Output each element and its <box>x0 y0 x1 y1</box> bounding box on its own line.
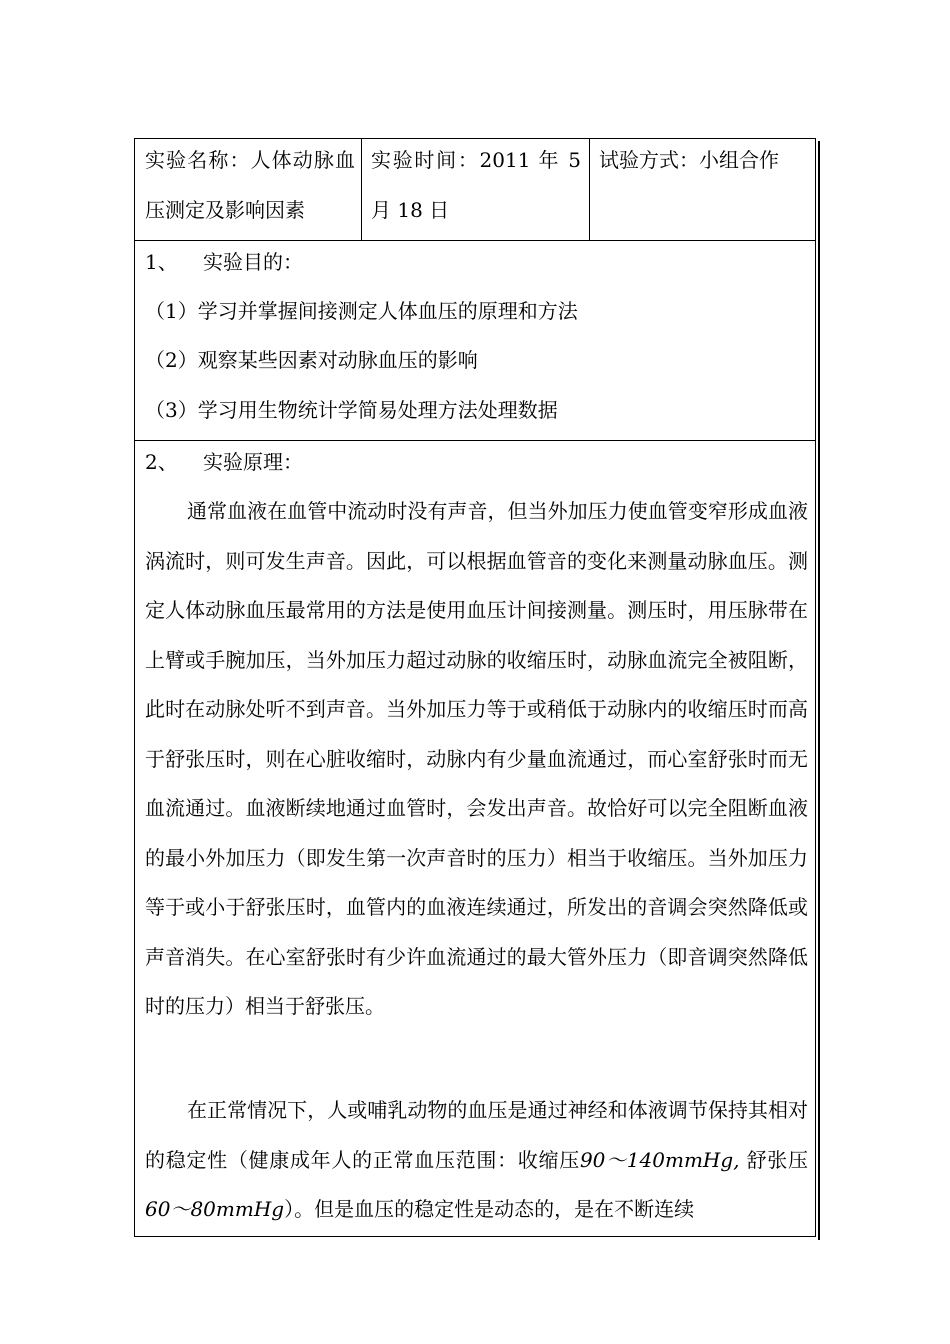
purpose-item-3: （3）学习用生物统计学简易处理方法处理数据 <box>145 398 558 422</box>
principle-paragraph-2 <box>145 1086 808 1235</box>
section1-heading <box>145 248 303 276</box>
section2-heading <box>145 448 303 476</box>
section1-title: 实验目的： <box>203 250 303 274</box>
section2-title: 实验原理： <box>203 450 303 474</box>
paragraph2-part-a: 在正常情况下，人或哺乳动物的血压是通过神经和体液调节保持其相对的稳定性（健康成年人的正常血压范围：收缩压 <box>145 1098 808 1172</box>
paragraph2-part-c: 舒张压 <box>746 1147 809 1172</box>
row-divider-2 <box>134 440 816 441</box>
diastolic-range: 60～80mmHg <box>145 1197 285 1221</box>
purpose-item-2: （2）观察某些因素对动脉血压的影响 <box>145 348 478 372</box>
header-divider-1 <box>361 138 362 241</box>
systolic-range: 90～140mmHg, <box>579 1147 740 1172</box>
principle-paragraph-1: 通常血液在血管中流动时没有声音，但当外加压力使血管变窄形成血液涡流时，则可发生声音。因此，可以根据血管音的变化来测量动脉血压。测定人体动脉血压最常用的方法是使用血压计间接测量。测压时，用压脉带在上臂或手腕加压，当外加压力超过动脉的收缩压时，动脉血流完全被阻断，此时在动脉处听不到声音。当外加压力等于或稍低于动脉内的收缩压时而高于舒张压时，则在心脏收缩时，动脉内有少量血流通过，而心室舒张时而无血流通过。血液断续地通过血管时，会发出声音。故恰好可以完全阻断血液的最小外加压力（即发生第一次声音时的压力）相当于收缩压。当外加压力等于或小于舒张压时，血管内的血液连续通过，所发出的音调会突然降低或声音消失。在心室舒张时有少许血流通过的最大管外压力（即音调突然降低时的压力）相当于舒张压。 <box>145 499 808 1018</box>
row-divider-1 <box>134 240 816 241</box>
table-shadow-border <box>818 141 820 1240</box>
header-divider-2 <box>589 138 590 241</box>
section1-number: 1、 <box>145 250 178 274</box>
experiment-method-cell: 试验方式：小组合作 <box>599 148 779 172</box>
experiment-name-cell: 实验名称：人体动脉血压测定及影响因素 <box>145 148 355 222</box>
section2-number: 2、 <box>145 450 178 474</box>
paragraph2-part-e: ）。但是血压的稳定性是动态的，是在不断连续 <box>284 1197 695 1221</box>
purpose-item-1: （1）学习并掌握间接测定人体血压的原理和方法 <box>145 299 578 323</box>
experiment-time-cell: 实验时间：2011 年 5 月 18 日 <box>371 148 581 222</box>
